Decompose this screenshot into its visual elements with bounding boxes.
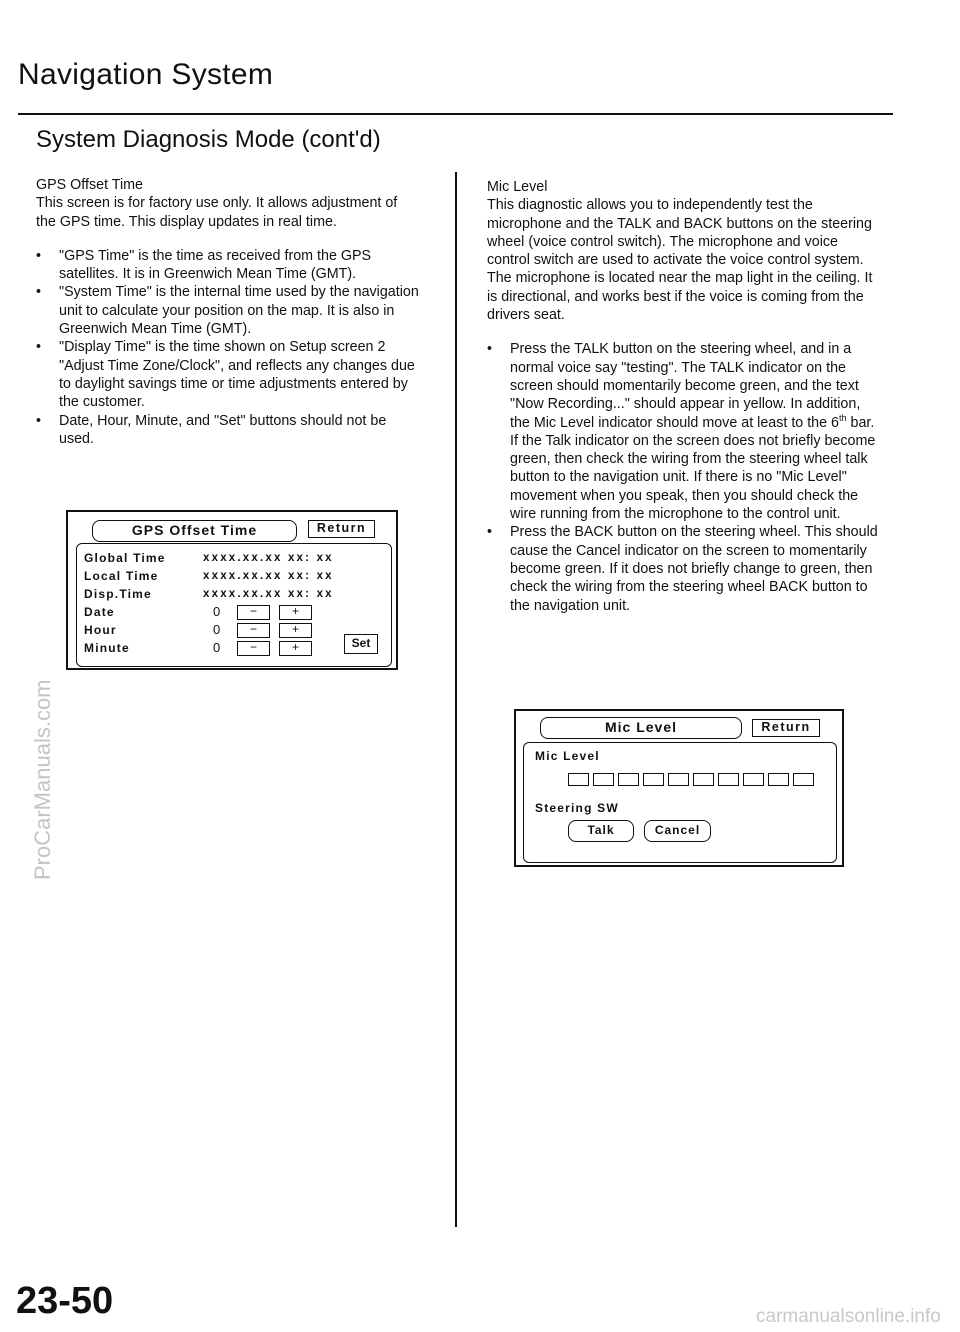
cancel-indicator: Cancel (644, 820, 711, 842)
mic-level-meter (568, 773, 818, 788)
mic-level-bar-segment (568, 773, 589, 786)
gps-offset-heading: GPS Offset Time (36, 177, 143, 193)
global-time-value: xxxx.xx.xx xx: xx (203, 552, 334, 564)
date-plus-button[interactable]: + (279, 605, 312, 620)
mic-level-heading: Mic Level (487, 179, 548, 195)
hour-value: 0 (213, 622, 221, 637)
minute-plus-button[interactable]: + (279, 641, 312, 656)
column-divider (455, 172, 457, 1227)
gps-offset-intro: This screen is for factory use only. It allows adjustment of the GPS time. This display updates in real time. (36, 195, 398, 230)
local-time-value: xxxx.xx.xx xx: xx (203, 570, 334, 582)
mic-level-intro: This diagnostic allows you to independently test the microphone and the TALK and BACK buttons on the steering wheel (voice control switch). The microphone and voice control switch are used to activate the voice control system. The microphone is located near the map light in the ceiling. It is directional, and works best if the voice is coming from the drivers seat. (487, 197, 873, 324)
page-title: Navigation System (18, 58, 274, 91)
hour-minus-button[interactable]: − (237, 623, 270, 638)
watermark: ProCarManuals.com (30, 679, 55, 880)
steering-sw-label: Steering SW (535, 801, 619, 815)
bullet-gps-time: • "GPS Time" is the time as received from the GPS satellites. It is in Greenwich Mean Time (GMT). (36, 247, 421, 284)
date-minus-button[interactable]: − (237, 605, 270, 620)
bullet-talk-test: • Press the TALK button on the steering wheel, and in a normal voice say "testing". The TALK indicator on the screen should momentarily become green, and the text "Now Recording..." should appear in yellow. In addition, the Mic Level indicator should move at least to the 6th bar. If the Talk indicator on the screen does not briefly become green, then check the wiring from the steering wheel talk button to the navigation unit. If there is no "Mic Level" movement when you speak, then you should check the wire running from the microphone to the control unit. (487, 340, 882, 523)
date-value: 0 (213, 604, 221, 619)
return-button[interactable]: Return (308, 520, 375, 538)
minute-value: 0 (213, 640, 221, 655)
hour-plus-button[interactable]: + (279, 623, 312, 638)
mic-level-bar-segment (643, 773, 664, 786)
disp-time-label: Disp.Time (84, 587, 152, 601)
left-column (36, 176, 421, 448)
mic-level-bar-segment (618, 773, 639, 786)
mic-level-bar-segment (718, 773, 739, 786)
talk-indicator: Talk (568, 820, 634, 842)
mic-level-bar-segment (668, 773, 689, 786)
mic-level-label: Mic Level (535, 749, 600, 763)
bullet-system-time: • "System Time" is the internal time used by the navigation unit to calculate your position on the map. It is also in Greenwich Mean Time (GMT). (36, 283, 421, 338)
mic-level-bar-segment (793, 773, 814, 786)
local-time-label: Local Time (84, 569, 159, 583)
mic-level-panel (523, 742, 837, 863)
right-column (487, 178, 882, 615)
mic-level-bullets (487, 340, 882, 614)
gps-offset-title: GPS Offset Time (92, 520, 297, 542)
mic-level-screen (514, 709, 844, 867)
disp-time-value: xxxx.xx.xx xx: xx (203, 588, 334, 600)
mic-level-bar-segment (768, 773, 789, 786)
footer-site: carmanualsonline.info (756, 1306, 941, 1327)
minute-minus-button[interactable]: − (237, 641, 270, 656)
bullet-display-time: • "Display Time" is the time shown on Setup screen 2 "Adjust Time Zone/Clock", and reflects any changes due to daylight savings time or time adjustments entered by the customer. (36, 338, 421, 411)
minute-label: Minute (84, 641, 130, 655)
page-number: 23-50 (16, 1280, 114, 1322)
mic-level-title: Mic Level (540, 717, 742, 739)
global-time-label: Global Time (84, 551, 166, 565)
hour-label: Hour (84, 623, 117, 637)
set-button[interactable]: Set (344, 634, 378, 654)
title-divider (18, 113, 893, 115)
gps-offset-bullets (36, 247, 421, 448)
bullet-back-test: • Press the BACK button on the steering wheel. This should cause the Cancel indicator on the screen to momentarily become green. If it does not briefly change to green, then check the wiring from the steering wheel BACK button to the navigation unit. (487, 523, 882, 614)
mic-level-bar-segment (693, 773, 714, 786)
gps-offset-screen (66, 510, 398, 670)
bullet-buttons-note: • Date, Hour, Minute, and "Set" buttons should not be used. (36, 412, 421, 449)
date-label: Date (84, 605, 115, 619)
return-button[interactable]: Return (752, 719, 820, 737)
section-title: System Diagnosis Mode (cont'd) (36, 126, 381, 153)
mic-level-bar-segment (593, 773, 614, 786)
mic-level-bar-segment (743, 773, 764, 786)
gps-offset-panel (76, 543, 392, 667)
